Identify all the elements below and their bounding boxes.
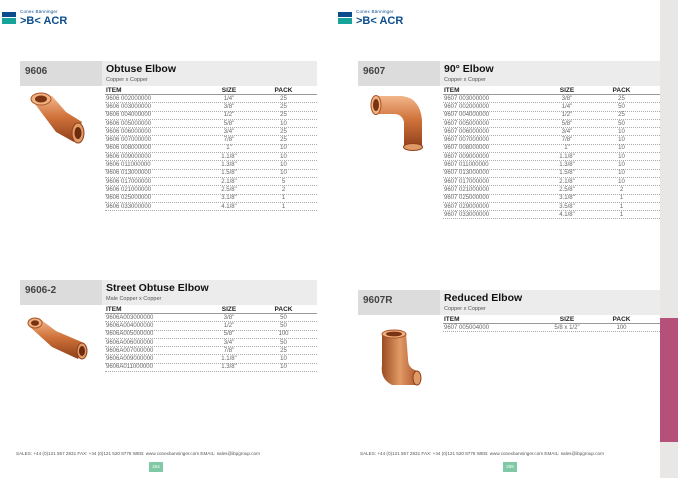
table-row [443, 178, 660, 186]
product-code: 9607R [358, 290, 440, 315]
cell-size: 1.3/8" [221, 364, 237, 371]
section-side-tab [660, 318, 678, 442]
cell-size: 1/2" [223, 322, 235, 329]
cell-item: 9606 007000000 [106, 137, 152, 144]
cell-item: 9606 002000000 [106, 95, 152, 102]
col-pack: PACK [274, 305, 293, 313]
product-image [20, 86, 102, 212]
cell-pack: 50 [618, 103, 625, 110]
table-header [443, 86, 660, 95]
cell-size: 2.5/8" [221, 186, 237, 193]
catalog-page-right [338, 0, 660, 478]
section-header [358, 61, 660, 86]
product-table [102, 86, 317, 212]
product-title: Reduced Elbow [444, 292, 523, 304]
product-code: 9607 [358, 61, 440, 86]
table-header [443, 315, 660, 324]
cell-item: 9607 002000000 [444, 103, 490, 110]
cell-item: 9607 029000000 [444, 203, 490, 210]
cell-item: 9607 003000000 [444, 95, 490, 102]
cell-item: 9606A004000000 [106, 322, 154, 329]
table-row [443, 203, 660, 211]
cell-size: 5/8 x 1/2" [554, 324, 580, 331]
table-row [105, 355, 317, 363]
product-table [102, 305, 317, 375]
table-row [105, 120, 317, 128]
cell-size: 2.5/8" [559, 186, 575, 193]
table-row [443, 195, 660, 203]
product-title: Obtuse Elbow [106, 63, 177, 75]
col-pack: PACK [274, 86, 293, 94]
obtuse-elbow-fitting-icon [26, 92, 88, 148]
cell-size: 3.1/8" [221, 195, 237, 202]
cell-item: 9607 025000000 [444, 195, 490, 202]
cell-size: 1" [226, 145, 232, 152]
cell-size: 3.1/8" [559, 195, 575, 202]
cell-item: 9607 033000000 [444, 211, 490, 218]
cell-pack: 10 [280, 153, 287, 160]
section-header [20, 61, 317, 86]
table-header [105, 305, 317, 314]
product-section-9607r [358, 290, 660, 395]
cell-item: 9606 006000000 [106, 128, 152, 135]
cell-size: 1.3/8" [221, 162, 237, 169]
cell-pack: 25 [280, 137, 287, 144]
cell-size: 1.1/8" [221, 356, 237, 363]
brand-company: Conex Bänninger [20, 9, 58, 14]
cell-item: 9606 021000000 [106, 186, 152, 193]
cell-item: 9607 005004000 [444, 324, 490, 331]
cell-size: 3/4" [561, 128, 573, 135]
table-row [105, 322, 317, 330]
cell-pack: 1 [619, 195, 624, 202]
table-row [105, 347, 317, 355]
cell-pack: 2 [619, 186, 624, 193]
cell-item: 9606A011000000 [106, 364, 153, 371]
cell-item: 9607 009000000 [444, 153, 490, 160]
cell-size: 7/8" [561, 137, 573, 144]
table-row [105, 186, 317, 194]
col-size: SIZE [559, 315, 575, 323]
cell-size: 1.5/8" [559, 170, 575, 177]
section-header [358, 290, 660, 315]
product-subtitle: Male Copper x Copper [106, 295, 162, 302]
cell-item: 9607 006000000 [444, 128, 490, 135]
cell-size: 3.5/8" [559, 203, 575, 210]
product-code: 9606 [20, 61, 102, 86]
product-table [440, 86, 660, 220]
cell-item: 9606 025000000 [106, 195, 152, 202]
cell-item: 9606 017000000 [106, 178, 152, 185]
col-item: ITEM [106, 86, 122, 94]
cell-item: 9607 021000000 [444, 186, 490, 193]
product-section-9606 [20, 61, 317, 212]
table-row [443, 128, 660, 136]
table-header [105, 86, 317, 95]
cell-item: 9606 005000000 [106, 120, 152, 127]
cell-size: 4.1/8" [221, 203, 237, 210]
col-size: SIZE [221, 86, 237, 94]
cell-size: 5/8" [223, 331, 235, 338]
cell-item: 9606A007000000 [106, 347, 154, 354]
cell-pack: 10 [280, 162, 287, 169]
table-row [443, 145, 660, 153]
col-item: ITEM [444, 86, 460, 94]
cell-pack: 10 [618, 137, 625, 144]
brand-mark-icon [2, 12, 16, 24]
cell-pack: 100 [616, 324, 627, 331]
page-number: 264 [149, 462, 163, 472]
product-subtitle: Copper x Copper [444, 305, 486, 312]
cell-pack: 50 [280, 314, 287, 321]
cell-size: 1" [564, 145, 570, 152]
page-number: 265 [503, 462, 517, 472]
table-row [443, 103, 660, 111]
cell-size: 1.1/8" [221, 153, 237, 160]
table-row [105, 195, 317, 203]
cell-pack: 25 [280, 347, 287, 354]
cell-item: 9606 013000000 [106, 170, 152, 177]
col-pack: PACK [612, 86, 631, 94]
table-row [105, 339, 317, 347]
cell-pack: 10 [618, 178, 625, 185]
cell-size: 3/8" [223, 103, 235, 110]
cell-size: 1/2" [223, 112, 235, 119]
cell-pack: 10 [618, 153, 625, 160]
brand-name: >B< ACR [20, 14, 68, 27]
table-row [105, 364, 317, 372]
cell-pack: 50 [618, 120, 625, 127]
cell-pack: 1 [281, 203, 286, 210]
table-row [105, 145, 317, 153]
page-footer: SALES: +44 (0)121 557 2831 FAX: +44 (0)121 520 8778 WEB: www.conexbanninger.com EMAIL: sales@ibpgroup.com [16, 451, 260, 456]
cell-item: 9606A006000000 [106, 339, 154, 346]
cell-pack: 25 [280, 112, 287, 119]
cell-pack: 10 [280, 170, 287, 177]
cell-pack: 1 [281, 195, 286, 202]
cell-item: 9606 033000000 [106, 203, 152, 210]
table-row [443, 112, 660, 120]
cell-item: 9606 008000000 [106, 145, 152, 152]
product-subtitle: Copper x Copper [444, 76, 486, 83]
col-size: SIZE [221, 305, 237, 313]
product-section-9606-2 [20, 280, 317, 375]
product-title: Street Obtuse Elbow [106, 282, 209, 294]
cell-item: 9606 011000000 [106, 162, 151, 169]
cell-pack: 2 [281, 186, 286, 193]
product-subtitle: Copper x Copper [106, 76, 148, 83]
table-row [443, 324, 660, 332]
brand-company: Conex Bänninger [356, 9, 394, 14]
table-row [443, 186, 660, 194]
cell-item: 9606A005000000 [106, 331, 154, 338]
cell-pack: 10 [618, 145, 625, 152]
table-row [443, 161, 660, 169]
table-row [105, 136, 317, 144]
cell-size: 1.3/8" [559, 162, 575, 169]
cell-item: 9607 011000000 [444, 162, 489, 169]
cell-item: 9606 009000000 [106, 153, 152, 160]
cell-size: 5/8" [561, 120, 573, 127]
table-row [105, 178, 317, 186]
cell-pack: 50 [280, 339, 287, 346]
cell-pack: 10 [280, 120, 287, 127]
table-row [105, 161, 317, 169]
cell-pack: 100 [278, 331, 289, 338]
page-footer: SALES: +44 (0)121 557 2831 FAX: +44 (0)121 520 8778 WEB: www.conexbanninger.com EMAIL: sales@ibpgroup.com [360, 451, 604, 456]
table-row [105, 103, 317, 111]
cell-pack: 25 [280, 128, 287, 135]
table-row [443, 95, 660, 103]
cell-item: 9607 004000000 [444, 112, 490, 119]
cell-size: 1/4" [223, 95, 235, 102]
cell-item: 9607 007000000 [444, 137, 490, 144]
catalog-page-left [0, 0, 330, 478]
table-row [443, 120, 660, 128]
cell-size: 5/8" [223, 120, 235, 127]
cell-pack: 1 [619, 203, 624, 210]
cell-size: 1.5/8" [221, 170, 237, 177]
cell-item: 9607 013000000 [444, 170, 490, 177]
brand-logo [2, 10, 67, 27]
cell-size: 2.1/8" [221, 178, 237, 185]
cell-pack: 25 [280, 95, 287, 102]
cell-size: 3/4" [223, 128, 235, 135]
product-code: 9606-2 [20, 280, 102, 305]
product-section-9607 [358, 61, 660, 220]
product-image [358, 86, 440, 220]
cell-size: 4.1/8" [559, 211, 575, 218]
table-row [105, 128, 317, 136]
product-table [440, 315, 660, 395]
cell-pack: 1 [619, 211, 624, 218]
cell-pack: 10 [280, 145, 287, 152]
cell-item: 9607 005000000 [444, 120, 490, 127]
col-pack: PACK [612, 315, 631, 323]
col-size: SIZE [559, 86, 575, 94]
table-row [443, 153, 660, 161]
cell-item: 9607 017000000 [444, 178, 490, 185]
cell-size: 7/8" [223, 137, 235, 144]
cell-pack: 25 [280, 103, 287, 110]
cell-pack: 25 [618, 112, 625, 119]
cell-size: 3/8" [561, 95, 573, 102]
cell-pack: 25 [618, 95, 625, 102]
cell-size: 1.1/8" [559, 153, 575, 160]
table-row [105, 331, 317, 339]
col-item: ITEM [444, 315, 460, 323]
table-row [105, 112, 317, 120]
brand-name: >B< ACR [356, 14, 404, 27]
cell-size: 3/8" [223, 314, 235, 321]
table-row [105, 95, 317, 103]
cell-pack: 10 [618, 170, 625, 177]
cell-item: 9606 004000000 [106, 112, 152, 119]
cell-size: 1/4" [561, 103, 573, 110]
cell-size: 3/4" [223, 339, 235, 346]
product-image [20, 305, 102, 375]
cell-item: 9606A003000000 [106, 314, 154, 321]
cell-pack: 10 [618, 162, 625, 169]
table-row [443, 136, 660, 144]
cell-pack: 5 [281, 178, 286, 185]
90-degree-elbow-fitting-icon [368, 90, 430, 152]
cell-pack: 10 [618, 128, 625, 135]
table-row [105, 203, 317, 211]
section-header [20, 280, 317, 305]
cell-size: 1/2" [561, 112, 573, 119]
table-row [105, 170, 317, 178]
cell-item: 9606A009000000 [106, 356, 154, 363]
table-row [443, 211, 660, 219]
cell-pack: 50 [280, 322, 287, 329]
cell-size: 2.1/8" [559, 178, 575, 185]
reduced-elbow-fitting-icon [372, 329, 422, 387]
cell-item: 9606 003000000 [106, 103, 152, 110]
cell-item: 9607 008000000 [444, 145, 490, 152]
table-row [105, 314, 317, 322]
table-row [443, 170, 660, 178]
street-obtuse-elbow-fitting-icon [26, 313, 90, 363]
cell-pack: 10 [280, 356, 287, 363]
table-row [105, 153, 317, 161]
col-item: ITEM [106, 305, 122, 313]
brand-logo [338, 10, 403, 27]
product-image [358, 315, 440, 395]
product-title: 90° Elbow [444, 63, 494, 75]
cell-size: 7/8" [223, 347, 235, 354]
cell-pack: 10 [280, 364, 287, 371]
brand-mark-icon [338, 12, 352, 24]
